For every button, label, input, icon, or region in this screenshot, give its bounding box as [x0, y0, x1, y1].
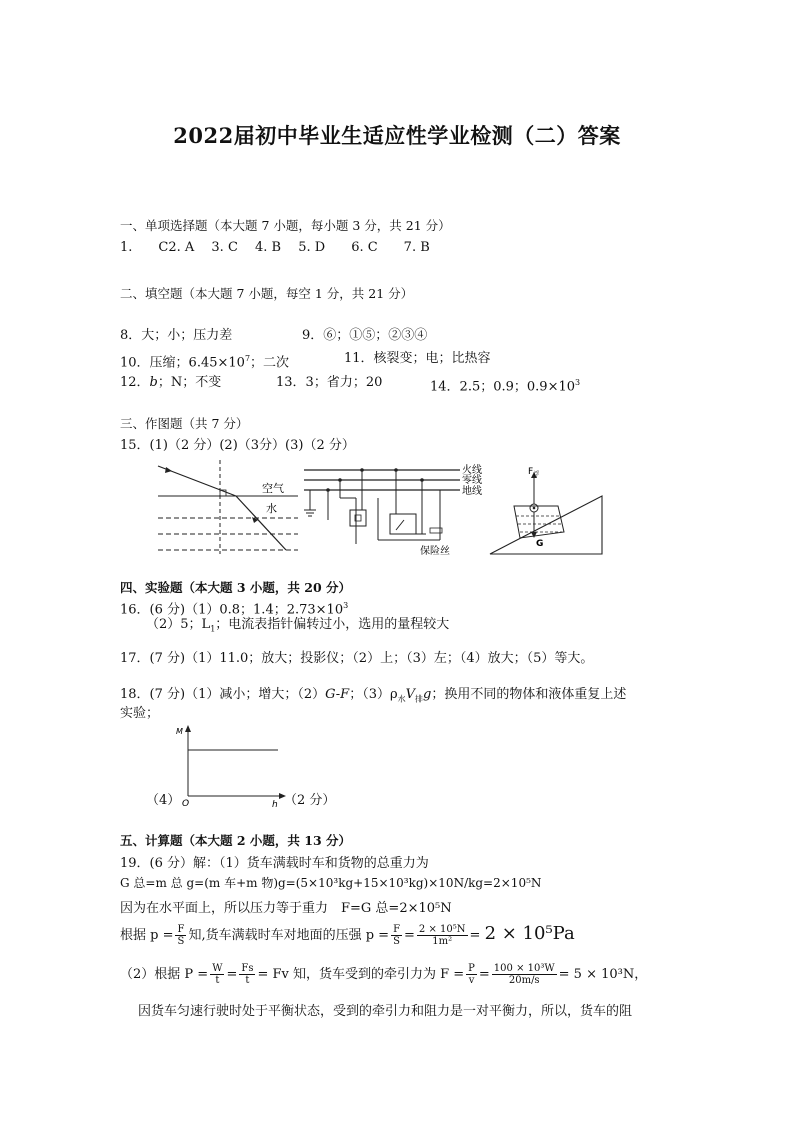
- y-axis-arrow-icon: [185, 725, 191, 732]
- graph-question-number: （4）: [146, 793, 181, 808]
- x-axis-label: h: [272, 800, 278, 810]
- neutral-wire-label: 零线: [462, 475, 482, 486]
- section-1-heading: 一、单项选择题（本大题 7 小题，每小题 3 分，共 21 分）: [120, 218, 451, 233]
- y-axis-label: M: [176, 727, 183, 736]
- mass-depth-graph: [172, 722, 292, 810]
- section-4-heading: 四、实验题（本大题 3 小题，共 20 分）: [120, 580, 352, 595]
- answer-14: 14．2.5；0.9；$0.9\times 10^3$: [430, 378, 581, 395]
- incline-buoyancy-diagram: [488, 462, 608, 556]
- answer-9: 9．⑥；①⑤；②③④: [302, 328, 428, 343]
- buoyant-force-label: $F_浮$: [528, 467, 540, 478]
- circuit-diagram: [300, 458, 495, 558]
- water-label: 水: [266, 502, 277, 515]
- section-1-answers: 1. C2. A 3. C 4. B 5. D 6. C 7. B: [120, 240, 430, 255]
- question-18-line-1: 18．(7 分)（1）减小；增大；（2）G-F；$(3)\rho_水V_排g$；换用不同的物体和液体重复上述: [120, 687, 627, 704]
- refraction-diagram: [150, 458, 300, 556]
- origin-label: O: [182, 799, 190, 809]
- answer-13: 13．3；省力；20: [276, 375, 383, 390]
- question-19-line-2: G 总=m 总 g=(m 车+m 物)g=(5×10³kg+15×10³kg)×10N/kg=2×10⁵N: [120, 876, 542, 890]
- question-19-line-4: 根据 p = $\frac{F}{S}$ 知,货车满载时车对地面的压强 p = $\frac{F}{S}$ = $\frac{\text{2 × 10⁵N}}{\text{1m²}}$ = 2 × 10⁵Pa: [120, 923, 575, 947]
- page-title: 2022届初中毕业生适应性学业检测（二）答案: [173, 123, 621, 148]
- socket-icon: [350, 510, 366, 526]
- switch-icon: [390, 514, 416, 534]
- question-19-line-3: 因为在水平面上，所以压力等于重力 F=G 总=2×10⁵N: [120, 901, 452, 916]
- gravity-label: G: [536, 539, 544, 549]
- answer-10: 10．压缩；$6.45\times 10^7$；二次: [120, 354, 290, 371]
- question-15: 15．(1)（2 分）(2)（3分）(3)（2 分）: [120, 438, 355, 453]
- section-3-heading: 三、作图题（共 7 分）: [120, 416, 249, 431]
- question-19-line-6: 因货车匀速行驶时处于平衡状态，受到的牵引力和阻力是一对平衡力，所以，货车的阻: [138, 1004, 633, 1019]
- question-17: 17．(7 分)（1）11.0；放大；投影仪；（2）上；（3）左；（4）放大；（5）等大。: [120, 651, 594, 666]
- fuse-label: 保险丝: [420, 546, 450, 557]
- answer-12: 12．b；N；不变: [120, 375, 222, 390]
- section-2-heading: 二、填空题（本大题 7 小题，每空 1 分，共 21 分）: [120, 286, 414, 301]
- question-19-line-5: （2）根据 P = $\frac{W}{t}$ = $\frac{Fs}{t}$ = Fv 知，货车受到的牵引力为 F = $\frac{P}{v}$ = $\frac{\text{100 × 10³W}}{20m/s}$ = 5 × 10³N，: [120, 963, 648, 986]
- answer-8: 8．大；小；压力差: [120, 328, 233, 343]
- graph-points: （2 分）: [284, 793, 336, 808]
- live-wire-label: 火线: [462, 465, 482, 476]
- gravity-arrow-icon: [531, 532, 537, 538]
- question-18-line-2: 实验；: [120, 706, 160, 721]
- incident-arrow-icon: [165, 467, 172, 473]
- ground-wire-label: 地线: [462, 486, 482, 497]
- question-16-line-2: （2）5；$L_1$；电流表指针偏转过小，选用的量程较大: [146, 617, 450, 634]
- air-label: 空气: [262, 482, 284, 495]
- question-16-line-1: 16．(6 分)（1）0.8；1.4；$2.73\times 10^3$: [120, 601, 349, 618]
- question-19-line-1: 19．(6 分）解：（1）货车满载时车和货物的总重力为: [120, 856, 429, 871]
- answer-11: 11．核裂变；电；比热容: [344, 351, 491, 366]
- section-5-heading: 五、计算题（本大题 2 小题，共 13 分）: [120, 833, 352, 848]
